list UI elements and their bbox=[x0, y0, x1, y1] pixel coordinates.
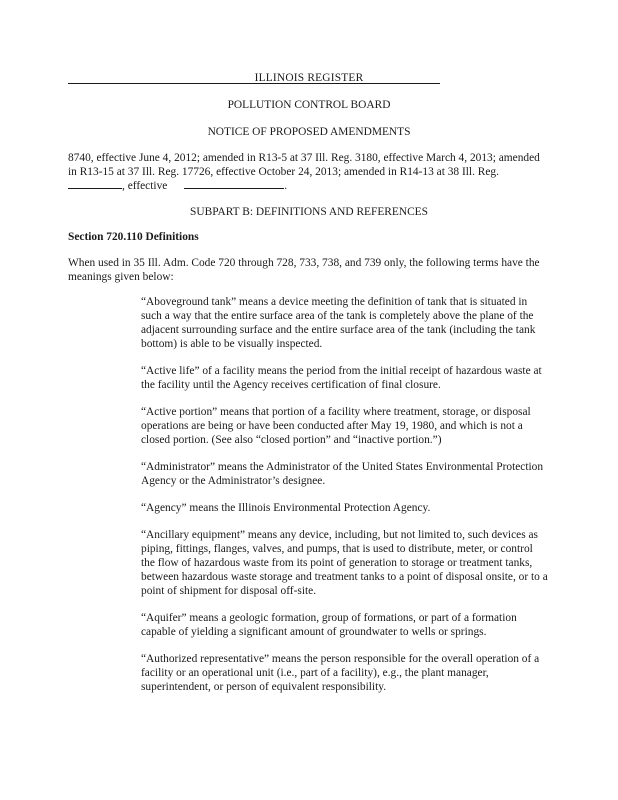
definition-aboveground-tank: “Aboveground tank” means a device meeting the definition of tank that is situated in such a way that the entire surface area of the tank is completely above the plane of the adjacent surrounding surface and the entire surface area of the tank (including the tank bottom) is able to be visually inspected. bbox=[141, 296, 536, 350]
history-note bbox=[68, 151, 550, 193]
register-title: ILLINOIS REGISTER bbox=[254, 72, 364, 84]
definition-administrator: “Administrator” means the Administrator of the United States Environmental Protection Agency or the Administrator’s designee. bbox=[141, 461, 544, 487]
definition-aquifer: “Aquifer” means a geologic formation, group of formations, or part of a formation capable of yielding a significant amount of groundwater to wells or springs. bbox=[141, 612, 517, 638]
history-text: 8740, effective June 4, 2012; amended in R13-5 at 37 Ill. Reg. 3180, effective March 4, 2013; amended in R13-15 at 37 Ill. Reg. 17726, effective October 24, 2013; amended in R14-13 at 38 Ill. Reg. bbox=[68, 152, 540, 178]
definitions-list bbox=[141, 295, 549, 707]
section-heading: Section 720.110 Definitions bbox=[68, 231, 199, 243]
blank-register-page bbox=[68, 179, 122, 189]
history-effective-label: , effective bbox=[122, 180, 168, 192]
definition-ancillary-equipment: “Ancillary equipment” means any device, including, but not limited to, such devices as piping, fittings, flanges, valves, and pumps, that is used to distribute, meter, or control the flow of hazardous waste from its point of generation to storage or treatment tanks, between hazardous waste storage and treatment tanks to a point of disposal onsite, or to a point of shipment for disposal off-site. bbox=[141, 529, 548, 597]
intro-paragraph: When used in 35 Ill. Adm. Code 720 through 728, 733, 738, and 739 only, the following terms have the meanings given below: bbox=[68, 257, 540, 283]
board-title: POLLUTION CONTROL BOARD bbox=[227, 99, 391, 111]
notice-title: NOTICE OF PROPOSED AMENDMENTS bbox=[207, 126, 411, 138]
definition-authorized-representative: “Authorized representative” means the person responsible for the overall operation of a facility or an operational unit (i.e., part of a facility), e.g., the plant manager, superintendent, or person of equivalent responsibility. bbox=[141, 653, 540, 693]
history-end-period: . bbox=[284, 180, 288, 192]
definition-agency: “Agency” means the Illinois Environmental Protection Agency. bbox=[141, 502, 431, 514]
definition-active-portion: “Active portion” means that portion of a facility where treatment, storage, or disposal operations are being or have been conducted after May 19, 1980, and which is not a closed portion. (See also “closed portion” and “inactive portion.”) bbox=[141, 406, 531, 446]
header-rule bbox=[68, 83, 440, 84]
blank-effective-date bbox=[184, 179, 284, 189]
definition-active-life: “Active life” of a facility means the period from the initial receipt of hazardous waste at the facility until the Agency receives certification of final closure. bbox=[141, 365, 542, 391]
subpart-heading: SUBPART B: DEFINITIONS AND REFERENCES bbox=[190, 206, 428, 218]
